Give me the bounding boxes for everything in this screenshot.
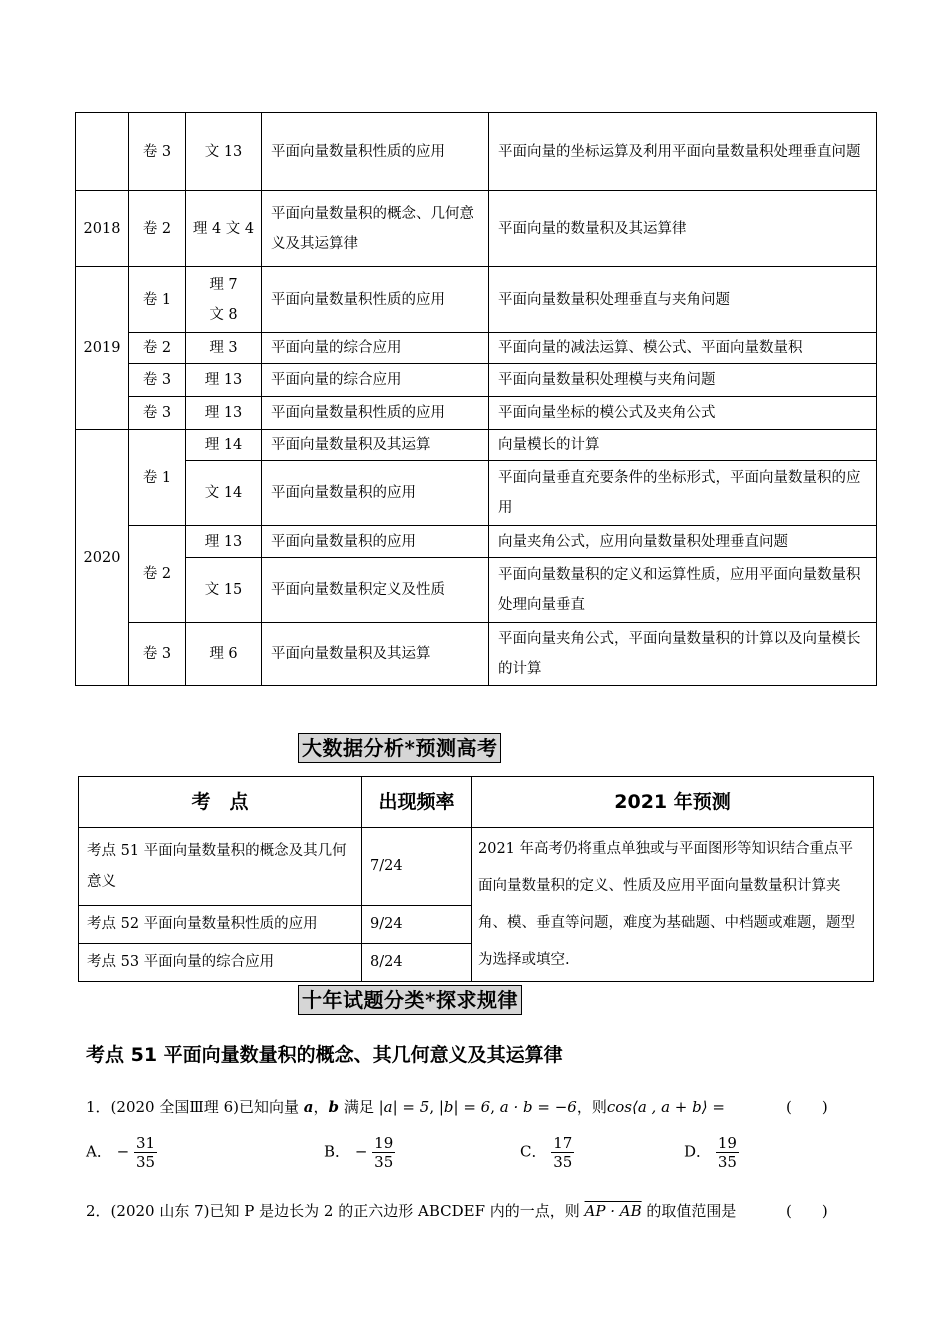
volume-cell: 卷 3 xyxy=(129,364,186,397)
detail-cell: 向量夹角公式，应用向量数量积处理垂直问题 xyxy=(489,526,877,558)
prediction-cell: 2021 年高考仍将重点单独或与平面图形等知识结合重点平面向量数量积的定义、性质及应用平面向量数量积计算夹角、模、垂直等问题，难度为基础题、中档题或难题，题型为选择或填空. xyxy=(472,828,874,982)
question-number: 1． xyxy=(86,1098,111,1116)
condition-2: |b| = 6 xyxy=(438,1098,491,1116)
question-cell: 文 13 xyxy=(186,113,262,191)
question-text: 已知向量 xyxy=(238,1098,299,1116)
question-text: 满足 xyxy=(343,1098,374,1116)
topic-cell: 平面向量数量积的应用 xyxy=(262,461,489,526)
exam-history-table xyxy=(75,112,877,686)
frequency-cell: 8/24 xyxy=(362,944,472,982)
question-cell: 理 7 文 8 xyxy=(186,267,262,333)
volume-cell: 卷 2 xyxy=(129,333,186,364)
volume-cell: 卷 2 xyxy=(129,526,186,623)
detail-cell: 平面向量数量积处理模与夹角问题 xyxy=(489,364,877,397)
header-prediction: 2021 年预测 xyxy=(472,777,874,828)
question-text: 已知 P 是边长为 2 的正六边形 ABCDEF 内的一点，则 xyxy=(209,1202,580,1220)
year-cell xyxy=(76,113,129,191)
dot-product-expression: AP · AB xyxy=(584,1202,642,1220)
detail-cell: 平面向量的减法运算、模公式、平面向量数量积 xyxy=(489,333,877,364)
question-text: ，则 xyxy=(576,1098,607,1116)
year-cell: 2018 xyxy=(76,191,129,267)
point-cell: 考点 51 平面向量数量积的概念及其几何意义 xyxy=(79,828,362,906)
condition-3: a · b = −6 xyxy=(499,1098,577,1116)
point-cell: 考点 53 平面向量的综合应用 xyxy=(79,944,362,982)
header-frequency: 出现频率 xyxy=(362,777,472,828)
volume-cell: 卷 2 xyxy=(129,191,186,267)
detail-cell: 平面向量坐标的模公式及夹角公式 xyxy=(489,397,877,430)
option-label: C． xyxy=(520,1142,547,1161)
condition-1: |a| = 5 xyxy=(378,1098,430,1116)
volume-cell: 卷 3 xyxy=(129,113,186,191)
topic-heading: 考点 51 平面向量数量积的概念、其几何意义及其运算律 xyxy=(86,1044,563,1066)
point-cell: 考点 52 平面向量数量积性质的应用 xyxy=(79,906,362,944)
cosine-expression: cos⟨a , a + b⟩ = xyxy=(606,1098,725,1116)
year-cell: 2020 xyxy=(76,430,129,686)
topic-cell: 平面向量数量积性质的应用 xyxy=(262,113,489,191)
question-cell: 理 13 xyxy=(186,526,262,558)
frequency-cell: 7/24 xyxy=(362,828,472,906)
volume-cell: 卷 3 xyxy=(129,623,186,686)
question-text: 的取值范围是 xyxy=(646,1202,737,1220)
numerator: 17 xyxy=(553,1134,573,1152)
section-title-analysis: 大数据分析*预测高考 xyxy=(298,733,501,763)
detail-cell: 平面向量垂直充要条件的坐标形式，平面向量数量积的应用 xyxy=(489,461,877,526)
question-number: 2． xyxy=(86,1202,111,1220)
detail-cell: 向量模长的计算 xyxy=(489,430,877,461)
answer-paren: ( ) xyxy=(786,1098,828,1116)
option-sign: − xyxy=(116,1142,130,1161)
option-d[interactable] xyxy=(684,1134,739,1171)
header-point: 考 点 xyxy=(79,777,362,828)
option-sign: − xyxy=(354,1142,368,1161)
topic-cell: 平面向量数量积及其运算 xyxy=(262,430,489,461)
volume-cell: 卷 3 xyxy=(129,397,186,430)
topic-cell: 平面向量数量积的概念、几何意义及其运算律 xyxy=(262,191,489,267)
question-cell: 理 4 文 4 xyxy=(186,191,262,267)
question-source: (2020 全国Ⅲ理 6) xyxy=(110,1098,239,1116)
prediction-table xyxy=(78,776,874,982)
fraction xyxy=(716,1134,739,1171)
option-label: B． xyxy=(324,1142,351,1161)
topic-cell: 平面向量数量积定义及性质 xyxy=(262,558,489,623)
topic-cell: 平面向量数量积的应用 xyxy=(262,526,489,558)
question-cell: 理 14 xyxy=(186,430,262,461)
question-2 xyxy=(86,1200,736,1221)
topic-cell: 平面向量数量积及其运算 xyxy=(262,623,489,686)
option-b[interactable] xyxy=(324,1134,395,1171)
detail-cell: 平面向量夹角公式，平面向量数量积的计算以及向量模长的计算 xyxy=(489,623,877,686)
fraction xyxy=(134,1134,157,1171)
denominator: 35 xyxy=(374,1153,394,1171)
question-cell: 文 14 xyxy=(186,461,262,526)
question-cell: 理 13 xyxy=(186,397,262,430)
fraction xyxy=(551,1134,574,1171)
topic-cell: 平面向量的综合应用 xyxy=(262,333,489,364)
option-label: A． xyxy=(86,1142,112,1161)
volume-cell: 卷 1 xyxy=(129,267,186,333)
question-cell: 文 15 xyxy=(186,558,262,623)
detail-cell: 平面向量的数量积及其运算律 xyxy=(489,191,877,267)
vector-b: b xyxy=(328,1098,340,1116)
question-cell: 理 3 xyxy=(186,333,262,364)
numerator: 19 xyxy=(374,1134,394,1152)
question-cell: 理 13 xyxy=(186,364,262,397)
denominator: 35 xyxy=(135,1153,156,1171)
year-cell: 2019 xyxy=(76,267,129,430)
detail-cell: 平面向量数量积处理垂直与夹角问题 xyxy=(489,267,877,333)
frequency-cell: 9/24 xyxy=(362,906,472,944)
option-c[interactable] xyxy=(520,1134,574,1171)
fraction xyxy=(372,1134,395,1171)
topic-cell: 平面向量的综合应用 xyxy=(262,364,489,397)
answer-paren: ( ) xyxy=(786,1202,828,1220)
question-source: (2020 山东 7) xyxy=(110,1202,210,1220)
topic-cell: 平面向量数量积性质的应用 xyxy=(262,397,489,430)
topic-cell: 平面向量数量积性质的应用 xyxy=(262,267,489,333)
comma: ， xyxy=(313,1098,329,1116)
option-label: D． xyxy=(684,1142,712,1161)
denominator: 35 xyxy=(717,1153,737,1171)
denominator: 35 xyxy=(553,1153,573,1171)
detail-cell: 平面向量数量积的定义和运算性质，应用平面向量数量积处理向量垂直 xyxy=(489,558,877,623)
question-1: 1．(2020 全国Ⅲ理 6)已知向量 a，b 满足 |a| = 5, |b| = 6, a · b = −6，则cos⟨a , a + b⟩ = xyxy=(86,1098,725,1116)
vector-a: a xyxy=(303,1098,314,1116)
detail-cell: 平面向量的坐标运算及利用平面向量数量积处理垂直问题 xyxy=(489,113,877,191)
question-cell: 理 6 xyxy=(186,623,262,686)
volume-cell: 卷 1 xyxy=(129,430,186,526)
numerator: 19 xyxy=(717,1134,737,1152)
option-a[interactable] xyxy=(86,1134,157,1171)
section-title-classification: 十年试题分类*探求规律 xyxy=(298,985,522,1015)
numerator: 31 xyxy=(135,1134,156,1152)
